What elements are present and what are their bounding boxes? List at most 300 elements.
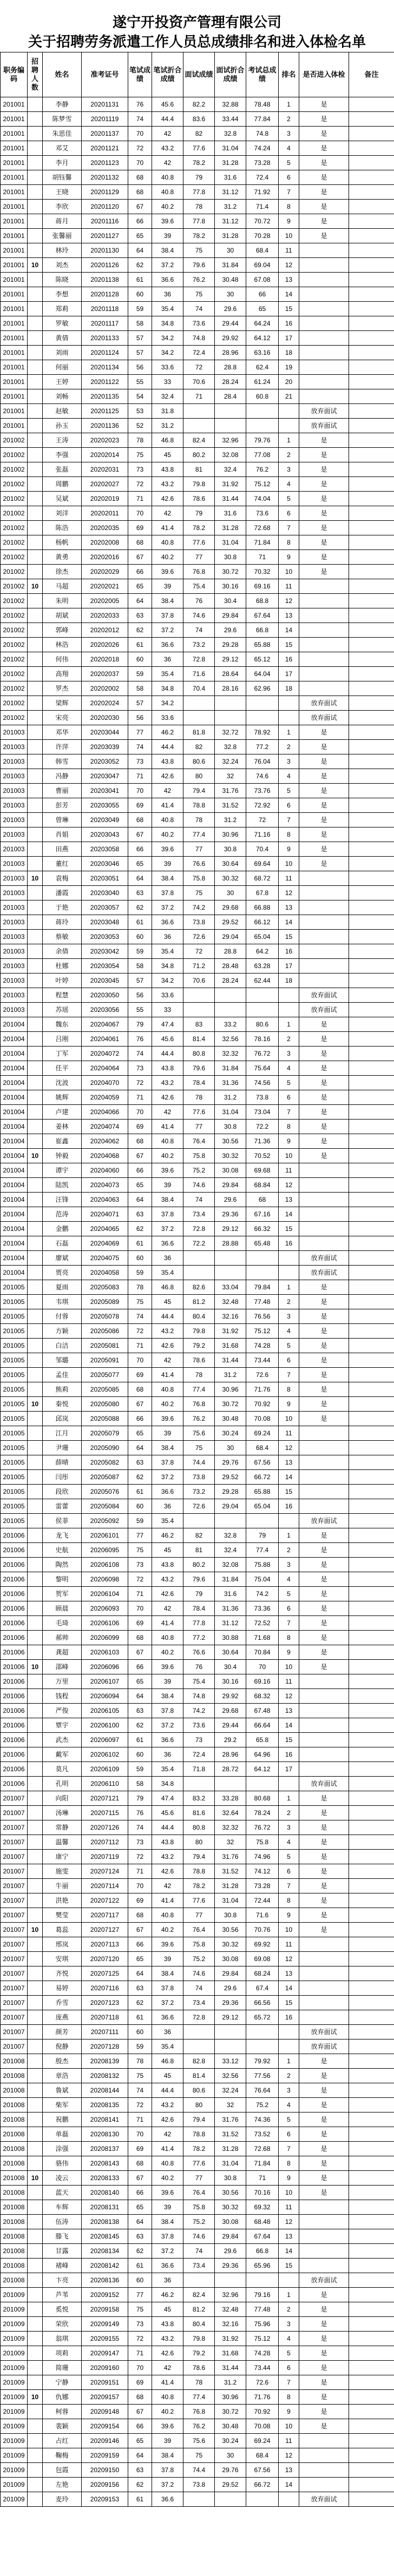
physical-exam-cell <box>299 1762 349 1777</box>
rank-cell: 14 <box>279 1207 299 1222</box>
name-cell: 于艳 <box>43 900 82 915</box>
table-row <box>1 725 394 740</box>
remarks-cell <box>349 842 394 857</box>
total-score-cell: 79.16 <box>246 2288 279 2302</box>
table-row <box>1 185 394 200</box>
ticket-number-cell: 20202024 <box>82 696 128 711</box>
total-score-cell: 74.96 <box>246 1850 279 1864</box>
remarks-cell <box>349 1864 394 1879</box>
physical-exam-cell <box>299 1704 349 1718</box>
written-score-cell: 66 <box>128 1412 152 1426</box>
rank-cell: 11 <box>279 1426 299 1441</box>
physical-exam-cell: 是 <box>299 535 349 550</box>
table-row <box>1 1222 394 1236</box>
total-score-cell <box>246 1003 279 1017</box>
total-score-cell: 64.24 <box>246 316 279 331</box>
interview-score-cell: 78.8 <box>183 1864 215 1879</box>
written-weighted-cell: 35.4 <box>152 2039 183 2054</box>
rank-cell: 15 <box>279 1485 299 1499</box>
total-score-cell: 80.68 <box>246 1791 279 1806</box>
name-cell: 邓艾 <box>43 141 82 156</box>
table-row <box>1 433 394 448</box>
remarks-cell <box>349 2142 394 2156</box>
written-weighted-cell: 40.8 <box>152 2390 183 2405</box>
hire-count-cell <box>28 1645 43 1660</box>
written-score-cell: 57 <box>128 346 152 360</box>
written-weighted-cell: 41.4 <box>152 2375 183 2390</box>
physical-exam-cell: 是 <box>299 2288 349 2302</box>
position-code-cell: 201005 <box>1 1499 28 1514</box>
interview-score-cell: 78.4 <box>183 1076 215 1090</box>
ticket-number-cell: 20206101 <box>82 1528 128 1543</box>
written-score-cell: 67 <box>128 1645 152 1660</box>
name-cell: 施雯 <box>43 1864 82 1879</box>
interview-weighted-cell: 29.84 <box>215 1178 246 1193</box>
interview-weighted-cell: 29.68 <box>215 1704 246 1718</box>
position-code-cell: 201005 <box>1 1485 28 1499</box>
name-cell: 宋亮 <box>43 711 82 725</box>
table-row <box>1 2346 394 2361</box>
rank-cell <box>279 2492 299 2507</box>
table-row <box>1 2113 394 2127</box>
ticket-number-cell: 20207126 <box>82 1820 128 1835</box>
interview-score-cell <box>183 711 215 725</box>
interview-score-cell: 70.4 <box>183 681 215 696</box>
remarks-cell <box>349 492 394 506</box>
rank-cell: 7 <box>279 1368 299 1382</box>
physical-exam-cell <box>299 638 349 652</box>
interview-score-cell: 77.8 <box>183 1616 215 1631</box>
position-code-cell: 201003 <box>1 900 28 915</box>
position-code-cell: 201005 <box>1 1426 28 1441</box>
header-total-score: 考试总成绩 <box>246 52 279 97</box>
position-code-cell: 201001 <box>1 316 28 331</box>
written-score-cell: 66 <box>128 842 152 857</box>
position-code-cell: 201002 <box>1 433 28 448</box>
remarks-cell <box>349 2302 394 2317</box>
total-score-cell: 76.04 <box>246 754 279 769</box>
table-row <box>1 1193 394 1207</box>
interview-score-cell: 73 <box>183 1733 215 1747</box>
written-weighted-cell: 33.6 <box>152 360 183 375</box>
hire-count-cell <box>28 915 43 930</box>
hire-count-cell <box>28 2200 43 2215</box>
physical-exam-cell <box>299 1747 349 1762</box>
written-weighted-cell: 42.6 <box>152 1339 183 1353</box>
table-row <box>1 1353 394 1368</box>
total-score-cell: 73.28 <box>246 1879 279 1893</box>
name-cell: 胡斌 <box>43 608 82 623</box>
name-cell: 魏东 <box>43 1017 82 1032</box>
ticket-number-cell: 20204061 <box>82 1032 128 1047</box>
physical-exam-cell <box>299 667 349 681</box>
interview-weighted-cell: 30.32 <box>215 1149 246 1163</box>
written-score-cell: 77 <box>128 725 152 740</box>
rank-cell: 5 <box>279 784 299 798</box>
physical-exam-cell: 放弃面试 <box>299 2273 349 2288</box>
hire-count-cell <box>28 565 43 579</box>
written-score-cell: 75 <box>128 2069 152 2083</box>
physical-exam-cell: 是 <box>299 2317 349 2332</box>
total-score-cell: 67.64 <box>246 608 279 623</box>
name-cell: 韦琪 <box>43 1295 82 1309</box>
position-code-cell: 201007 <box>1 2025 28 2039</box>
total-score-cell: 74.56 <box>246 1076 279 1090</box>
table-row <box>1 871 394 886</box>
ticket-number-cell: 20204060 <box>82 1163 128 1178</box>
table-row <box>1 2127 394 2142</box>
interview-weighted-cell: 31.28 <box>215 521 246 535</box>
position-code-cell: 201003 <box>1 798 28 813</box>
remarks-cell <box>349 316 394 331</box>
total-score-cell: 70 <box>246 1660 279 1674</box>
written-score-cell: 56 <box>128 711 152 725</box>
name-cell: 彭芳 <box>43 798 82 813</box>
rank-cell: 14 <box>279 1981 299 1996</box>
written-score-cell: 72 <box>128 1850 152 1864</box>
position-code-cell: 201008 <box>1 2259 28 2273</box>
table-row <box>1 2492 394 2507</box>
rank-cell: 1 <box>279 433 299 448</box>
ticket-number-cell: 20204072 <box>82 1047 128 1061</box>
interview-score-cell: 73.4 <box>183 1996 215 2010</box>
ticket-number-cell: 20203044 <box>82 725 128 740</box>
position-code-cell: 201006 <box>1 1558 28 1572</box>
ticket-number-cell: 20202037 <box>82 667 128 681</box>
table-row <box>1 1061 394 1076</box>
interview-weighted-cell: 28.16 <box>215 681 246 696</box>
total-score-cell: 66.56 <box>246 1996 279 2010</box>
ticket-number-cell: 20201131 <box>82 97 128 112</box>
hire-count-cell <box>28 141 43 156</box>
physical-exam-cell: 是 <box>299 740 349 754</box>
table-row <box>1 214 394 229</box>
interview-weighted-cell: 29.68 <box>215 900 246 915</box>
written-weighted-cell: 38.4 <box>152 2448 183 2463</box>
written-score-cell: 68 <box>128 185 152 200</box>
name-cell: 韩雪 <box>43 754 82 769</box>
table-row <box>1 1587 394 1601</box>
interview-weighted-cell: 29.44 <box>215 1718 246 1733</box>
physical-exam-cell <box>299 375 349 389</box>
name-cell: 殷杰 <box>43 2054 82 2069</box>
remarks-cell <box>349 1616 394 1631</box>
written-score-cell: 74 <box>128 2083 152 2098</box>
written-score-cell: 70 <box>128 1601 152 1616</box>
header-interview-score: 面试成绩 <box>183 52 215 97</box>
hire-count-cell <box>28 2156 43 2171</box>
ticket-number-cell: 20204074 <box>82 1120 128 1134</box>
hire-count-cell <box>28 1631 43 1645</box>
rank-cell: 14 <box>279 623 299 638</box>
table-row <box>1 1747 394 1762</box>
total-score-cell: 61.24 <box>246 375 279 389</box>
rank-cell: 1 <box>279 2054 299 2069</box>
remarks-cell <box>349 2317 394 2332</box>
rank-cell: 13 <box>279 608 299 623</box>
hire-count-cell <box>28 681 43 696</box>
ticket-number-cell: 20202014 <box>82 448 128 462</box>
interview-weighted-cell: 29.52 <box>215 2478 246 2492</box>
written-weighted-cell: 34.2 <box>152 331 183 346</box>
remarks-cell <box>349 1747 394 1762</box>
name-cell: 石磊 <box>43 1236 82 1251</box>
ticket-number-cell: 20203041 <box>82 784 128 798</box>
table-row <box>1 2259 394 2273</box>
written-score-cell: 64 <box>128 1441 152 1455</box>
hire-count-cell <box>28 900 43 915</box>
total-score-cell: 77.08 <box>246 448 279 462</box>
written-weighted-cell: 46.2 <box>152 1528 183 1543</box>
name-cell: 黄勇 <box>43 550 82 565</box>
written-score-cell: 65 <box>128 1674 152 1689</box>
total-score-cell <box>246 2025 279 2039</box>
remarks-cell <box>349 127 394 141</box>
hire-count-cell <box>28 433 43 448</box>
hire-count-cell <box>28 886 43 900</box>
physical-exam-cell <box>299 930 349 944</box>
total-score-cell: 70.4 <box>246 842 279 857</box>
written-score-cell: 67 <box>128 2405 152 2419</box>
written-score-cell: 79 <box>128 1791 152 1806</box>
hire-count-cell <box>28 725 43 740</box>
hire-count-cell <box>28 1543 43 1558</box>
position-code-cell: 201007 <box>1 1864 28 1879</box>
interview-weighted-cell <box>215 419 246 433</box>
table-row <box>1 1835 394 1850</box>
interview-weighted-cell: 30 <box>215 886 246 900</box>
total-score-cell: 75.12 <box>246 477 279 492</box>
ticket-number-cell: 20203042 <box>82 944 128 959</box>
written-score-cell: 70 <box>128 127 152 141</box>
interview-weighted-cell: 30.56 <box>215 1923 246 1937</box>
name-cell: 薛晴 <box>43 1455 82 1470</box>
rank-cell: 11 <box>279 1674 299 1689</box>
written-score-cell: 64 <box>128 2215 152 2229</box>
remarks-cell <box>349 1908 394 1923</box>
interview-score-cell: 81.4 <box>183 2069 215 2083</box>
written-weighted-cell: 40.2 <box>152 827 183 842</box>
name-cell: 苏瑶 <box>43 1003 82 1017</box>
total-score-cell: 60.8 <box>246 389 279 404</box>
ticket-number-cell: 20204075 <box>82 1251 128 1266</box>
interview-weighted-cell: 32.4 <box>215 462 246 477</box>
remarks-cell <box>349 725 394 740</box>
interview-score-cell: 71 <box>183 389 215 404</box>
position-code-cell: 201003 <box>1 871 28 886</box>
interview-weighted-cell: 28.88 <box>215 1236 246 1251</box>
header-remarks: 备注 <box>349 52 394 97</box>
ticket-number-cell: 20204064 <box>82 1061 128 1076</box>
name-cell: 钟毅 <box>43 1149 82 1163</box>
hire-count-cell <box>28 185 43 200</box>
name-cell: 向阳 <box>43 1791 82 1806</box>
table-row <box>1 2054 394 2069</box>
total-score-cell: 71.76 <box>246 2390 279 2405</box>
remarks-cell <box>349 2390 394 2405</box>
rank-cell: 6 <box>279 506 299 521</box>
interview-score-cell: 70.6 <box>183 375 215 389</box>
interview-score-cell: 77 <box>183 842 215 857</box>
table-row <box>1 1163 394 1178</box>
hire-count-cell <box>28 2375 43 2390</box>
table-row <box>1 1382 394 1397</box>
name-cell: 邹璐 <box>43 1353 82 1368</box>
ticket-number-cell: 20208132 <box>82 2069 128 2083</box>
name-cell: 冯静 <box>43 769 82 784</box>
total-score-cell: 62.4 <box>246 360 279 375</box>
interview-score-cell <box>183 404 215 419</box>
table-row <box>1 1280 394 1295</box>
interview-weighted-cell: 29.04 <box>215 930 246 944</box>
total-score-cell: 68.4 <box>246 2448 279 2463</box>
hire-count-cell: 10 <box>28 1660 43 1674</box>
name-cell: 胡钰馨 <box>43 170 82 185</box>
interview-score-cell: 77 <box>183 550 215 565</box>
position-code-cell: 201002 <box>1 506 28 521</box>
ticket-number-cell: 20204062 <box>82 1134 128 1149</box>
total-score-cell: 64.04 <box>246 667 279 681</box>
interview-score-cell: 82.2 <box>183 97 215 112</box>
rank-cell: 7 <box>279 185 299 200</box>
interview-weighted-cell: 30.96 <box>215 1382 246 1397</box>
interview-score-cell: 74.2 <box>183 1704 215 1718</box>
table-row <box>1 2010 394 2025</box>
position-code-cell: 201009 <box>1 2346 28 2361</box>
position-code-cell: 201009 <box>1 2317 28 2332</box>
remarks-cell <box>349 1777 394 1791</box>
interview-weighted-cell: 33.28 <box>215 1791 246 1806</box>
hire-count-cell <box>28 1806 43 1820</box>
interview-score-cell <box>183 2039 215 2054</box>
ticket-number-cell: 20208137 <box>82 2142 128 2156</box>
hire-count-cell <box>28 827 43 842</box>
physical-exam-cell: 是 <box>299 1923 349 1937</box>
interview-weighted-cell <box>215 1777 246 1791</box>
interview-weighted-cell <box>215 2492 246 2507</box>
physical-exam-cell <box>299 2244 349 2259</box>
remarks-cell <box>349 1820 394 1835</box>
position-code-cell: 201003 <box>1 988 28 1003</box>
rank-cell: 13 <box>279 1704 299 1718</box>
written-weighted-cell: 43.2 <box>152 141 183 156</box>
remarks-cell <box>349 1120 394 1134</box>
hire-count-cell <box>28 1105 43 1120</box>
interview-score-cell: 75.6 <box>183 1426 215 1441</box>
hire-count-cell <box>28 1704 43 1718</box>
ticket-number-cell: 20203055 <box>82 798 128 813</box>
physical-exam-cell <box>299 1455 349 1470</box>
written-weighted-cell: 36.6 <box>152 2259 183 2273</box>
hire-count-cell <box>28 2069 43 2083</box>
written-weighted-cell: 35.4 <box>152 1266 183 1280</box>
total-score-cell: 68.24 <box>246 1966 279 1981</box>
table-row <box>1 2332 394 2346</box>
remarks-cell <box>349 1543 394 1558</box>
physical-exam-cell: 是 <box>299 1280 349 1295</box>
hire-count-cell <box>28 1266 43 1280</box>
rank-cell: 5 <box>279 1587 299 1601</box>
interview-weighted-cell: 30 <box>215 287 246 302</box>
position-code-cell: 201001 <box>1 200 28 214</box>
physical-exam-cell <box>299 1163 349 1178</box>
rank-cell: 3 <box>279 2083 299 2098</box>
ticket-number-cell: 20208130 <box>82 2127 128 2142</box>
total-score-cell: 62.96 <box>246 681 279 696</box>
written-score-cell: 62 <box>128 258 152 273</box>
interview-score-cell: 74 <box>183 1981 215 1996</box>
remarks-cell <box>349 360 394 375</box>
table-row <box>1 229 394 243</box>
remarks-cell <box>349 1324 394 1339</box>
written-score-cell: 69 <box>128 1616 152 1631</box>
written-weighted-cell: 39.6 <box>152 565 183 579</box>
physical-exam-cell: 是 <box>299 1572 349 1587</box>
table-row <box>1 769 394 784</box>
total-score-cell: 71 <box>246 550 279 565</box>
table-row <box>1 156 394 170</box>
position-code-cell: 201003 <box>1 725 28 740</box>
written-score-cell: 69 <box>128 1893 152 1908</box>
rank-cell: 10 <box>279 1412 299 1426</box>
ticket-number-cell: 20202021 <box>82 579 128 594</box>
total-score-cell: 65.48 <box>246 1236 279 1251</box>
written-score-cell: 75 <box>128 1543 152 1558</box>
remarks-cell <box>349 1601 394 1616</box>
position-code-cell: 201003 <box>1 915 28 930</box>
interview-score-cell: 74 <box>183 302 215 316</box>
total-score-cell: 77.84 <box>246 112 279 127</box>
hire-count-cell <box>28 1061 43 1076</box>
hire-count-cell: 10 <box>28 258 43 273</box>
written-weighted-cell: 33.6 <box>152 988 183 1003</box>
total-score-cell: 75.8 <box>246 1835 279 1850</box>
written-weighted-cell: 45 <box>152 448 183 462</box>
interview-weighted-cell: 31.6 <box>215 170 246 185</box>
name-cell: 董红 <box>43 857 82 871</box>
position-code-cell: 201001 <box>1 127 28 141</box>
remarks-cell <box>349 2346 394 2361</box>
interview-score-cell: 77.6 <box>183 2156 215 2171</box>
interview-score-cell: 74.8 <box>183 1689 215 1704</box>
interview-weighted-cell: 31.36 <box>215 1076 246 1090</box>
total-score-cell: 75.88 <box>246 1558 279 1572</box>
table-row <box>1 1339 394 1353</box>
hire-count-cell <box>28 2113 43 2127</box>
physical-exam-cell <box>299 2215 349 2229</box>
name-cell: 叶婷 <box>43 974 82 988</box>
written-score-cell: 67 <box>128 550 152 565</box>
position-code-cell: 201008 <box>1 2171 28 2186</box>
ticket-number-cell: 20207122 <box>82 1893 128 1908</box>
rank-cell: 12 <box>279 1689 299 1704</box>
interview-score-cell: 82 <box>183 740 215 754</box>
rank-cell: 9 <box>279 1645 299 1660</box>
written-score-cell: 60 <box>128 1747 152 1762</box>
written-score-cell: 69 <box>128 2142 152 2156</box>
interview-score-cell: 73.8 <box>183 915 215 930</box>
interview-weighted-cell <box>215 1514 246 1528</box>
written-weighted-cell: 34.8 <box>152 1777 183 1791</box>
rank-cell: 9 <box>279 1397 299 1412</box>
remarks-cell <box>349 1923 394 1937</box>
written-score-cell: 62 <box>128 1222 152 1236</box>
written-score-cell: 66 <box>128 1660 152 1674</box>
written-score-cell: 65 <box>128 229 152 243</box>
table-row <box>1 1324 394 1339</box>
position-code-cell: 201009 <box>1 2434 28 2448</box>
ticket-number-cell: 20208144 <box>82 2083 128 2098</box>
